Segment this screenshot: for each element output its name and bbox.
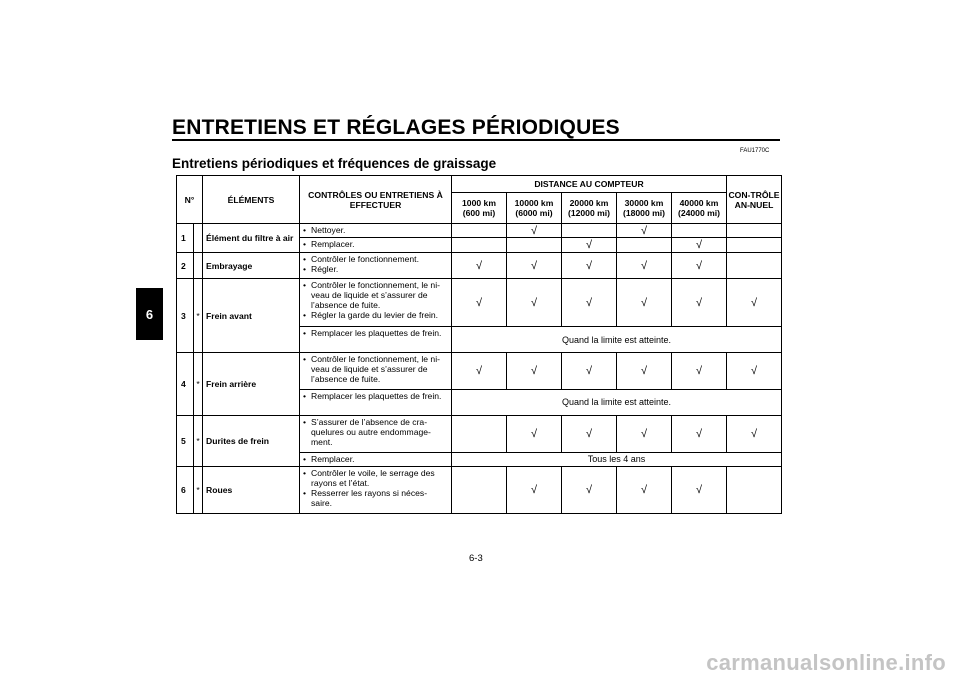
row-item: Roues xyxy=(203,466,300,513)
watermark: carmanualsonline.info xyxy=(706,650,946,675)
header-items: ÉLÉMENTS xyxy=(203,176,300,224)
check-mark: √ xyxy=(452,353,507,389)
header-distance: 10000 km (6000 mi) xyxy=(507,193,562,224)
title-rule xyxy=(172,139,780,141)
row-number: 4 xyxy=(177,353,194,415)
row-action: • Contrôler le fonctionnement. • Régler. xyxy=(300,253,452,279)
row-item: Embrayage xyxy=(203,253,300,279)
table-row xyxy=(177,224,782,238)
row-star: * xyxy=(194,279,203,353)
row-item: Frein avant xyxy=(203,279,300,353)
row-action: • Contrôler le fonctionnement, le ni-veau de liquide et s’assurer de l’absence de fuite. xyxy=(300,353,452,389)
maintenance-table xyxy=(176,175,782,514)
check-mark: √ xyxy=(617,224,672,238)
row-item: Durites de frein xyxy=(203,415,300,466)
page-title: ENTRETIENS ET RÉGLAGES PÉRIODIQUES xyxy=(172,116,620,139)
check-mark: √ xyxy=(727,353,782,389)
check-mark: √ xyxy=(507,353,562,389)
row-star: * xyxy=(194,353,203,415)
row-star xyxy=(194,253,203,279)
table-row xyxy=(177,253,782,279)
header-annual-check: CON-TRÔLE AN-NUEL xyxy=(727,176,782,224)
header-distance: 30000 km (18000 mi) xyxy=(617,193,672,224)
header-actions: CONTRÔLES OU ENTRETIENS À EFFECTUER xyxy=(300,176,452,224)
table-row xyxy=(177,353,782,389)
row-action: • Remplacer les plaquettes de frein. xyxy=(300,389,452,415)
chapter-tab: 6 xyxy=(136,288,163,340)
row-action: • Remplacer. xyxy=(300,238,452,253)
limit-note: Quand la limite est atteinte. xyxy=(452,327,782,353)
table-row xyxy=(177,415,782,452)
row-number: 5 xyxy=(177,415,194,466)
check-mark: √ xyxy=(727,279,782,327)
check-mark: √ xyxy=(507,279,562,327)
row-number: 2 xyxy=(177,253,194,279)
row-action: • Remplacer les plaquettes de frein. xyxy=(300,327,452,353)
header-number: N° xyxy=(177,176,203,224)
row-item: Frein arrière xyxy=(203,353,300,415)
header-distance: 1000 km (600 mi) xyxy=(452,193,507,224)
check-mark: √ xyxy=(452,279,507,327)
check-mark: √ xyxy=(672,238,727,253)
header-odometer: DISTANCE AU COMPTEUR xyxy=(452,176,727,193)
row-action: • Remplacer. xyxy=(300,452,452,466)
row-star: * xyxy=(194,466,203,513)
check-mark: √ xyxy=(672,353,727,389)
row-star xyxy=(194,224,203,253)
check-mark: √ xyxy=(617,253,672,279)
check-mark: √ xyxy=(562,466,617,513)
row-number: 3 xyxy=(177,279,194,353)
page-number: 6-3 xyxy=(469,553,483,564)
check-mark: √ xyxy=(617,279,672,327)
section-title: Entretiens périodiques et fréquences de graissage xyxy=(172,156,497,171)
table-row xyxy=(177,466,782,513)
check-mark: √ xyxy=(672,279,727,327)
check-mark: √ xyxy=(562,279,617,327)
check-mark: √ xyxy=(672,415,727,452)
check-mark: √ xyxy=(672,253,727,279)
row-star: * xyxy=(194,415,203,466)
row-action: • Nettoyer. xyxy=(300,224,452,238)
header-distance: 20000 km (12000 mi) xyxy=(562,193,617,224)
table-row xyxy=(177,279,782,327)
row-action: • S’assurer de l’absence de cra-quelures ou autre endommage-ment. xyxy=(300,415,452,452)
check-mark: √ xyxy=(507,224,562,238)
check-mark: √ xyxy=(562,253,617,279)
reference-code: FAU1770C xyxy=(740,148,770,154)
row-action: • Contrôler le voile, le serrage des rayons et l’état. • Resserrer les rayons si néces-saire. xyxy=(300,466,452,513)
row-item: Élément du filtre à air xyxy=(203,224,300,253)
check-mark: √ xyxy=(452,253,507,279)
check-mark: √ xyxy=(617,415,672,452)
check-mark: √ xyxy=(507,415,562,452)
check-mark: √ xyxy=(562,353,617,389)
check-mark: √ xyxy=(672,466,727,513)
check-mark: √ xyxy=(507,466,562,513)
check-mark: √ xyxy=(617,353,672,389)
limit-note: Quand la limite est atteinte. xyxy=(452,389,782,415)
row-number: 6 xyxy=(177,466,194,513)
check-mark: √ xyxy=(617,466,672,513)
replacement-note: Tous les 4 ans xyxy=(452,452,782,466)
row-number: 1 xyxy=(177,224,194,253)
header-distance: 40000 km (24000 mi) xyxy=(672,193,727,224)
check-mark: √ xyxy=(562,238,617,253)
row-action: • Contrôler le fonctionnement, le ni-veau de liquide et s’assurer de l’absence de fuite. • Régler la garde du levier de frein. xyxy=(300,279,452,327)
check-mark: √ xyxy=(562,415,617,452)
check-mark: √ xyxy=(507,253,562,279)
check-mark: √ xyxy=(727,415,782,452)
